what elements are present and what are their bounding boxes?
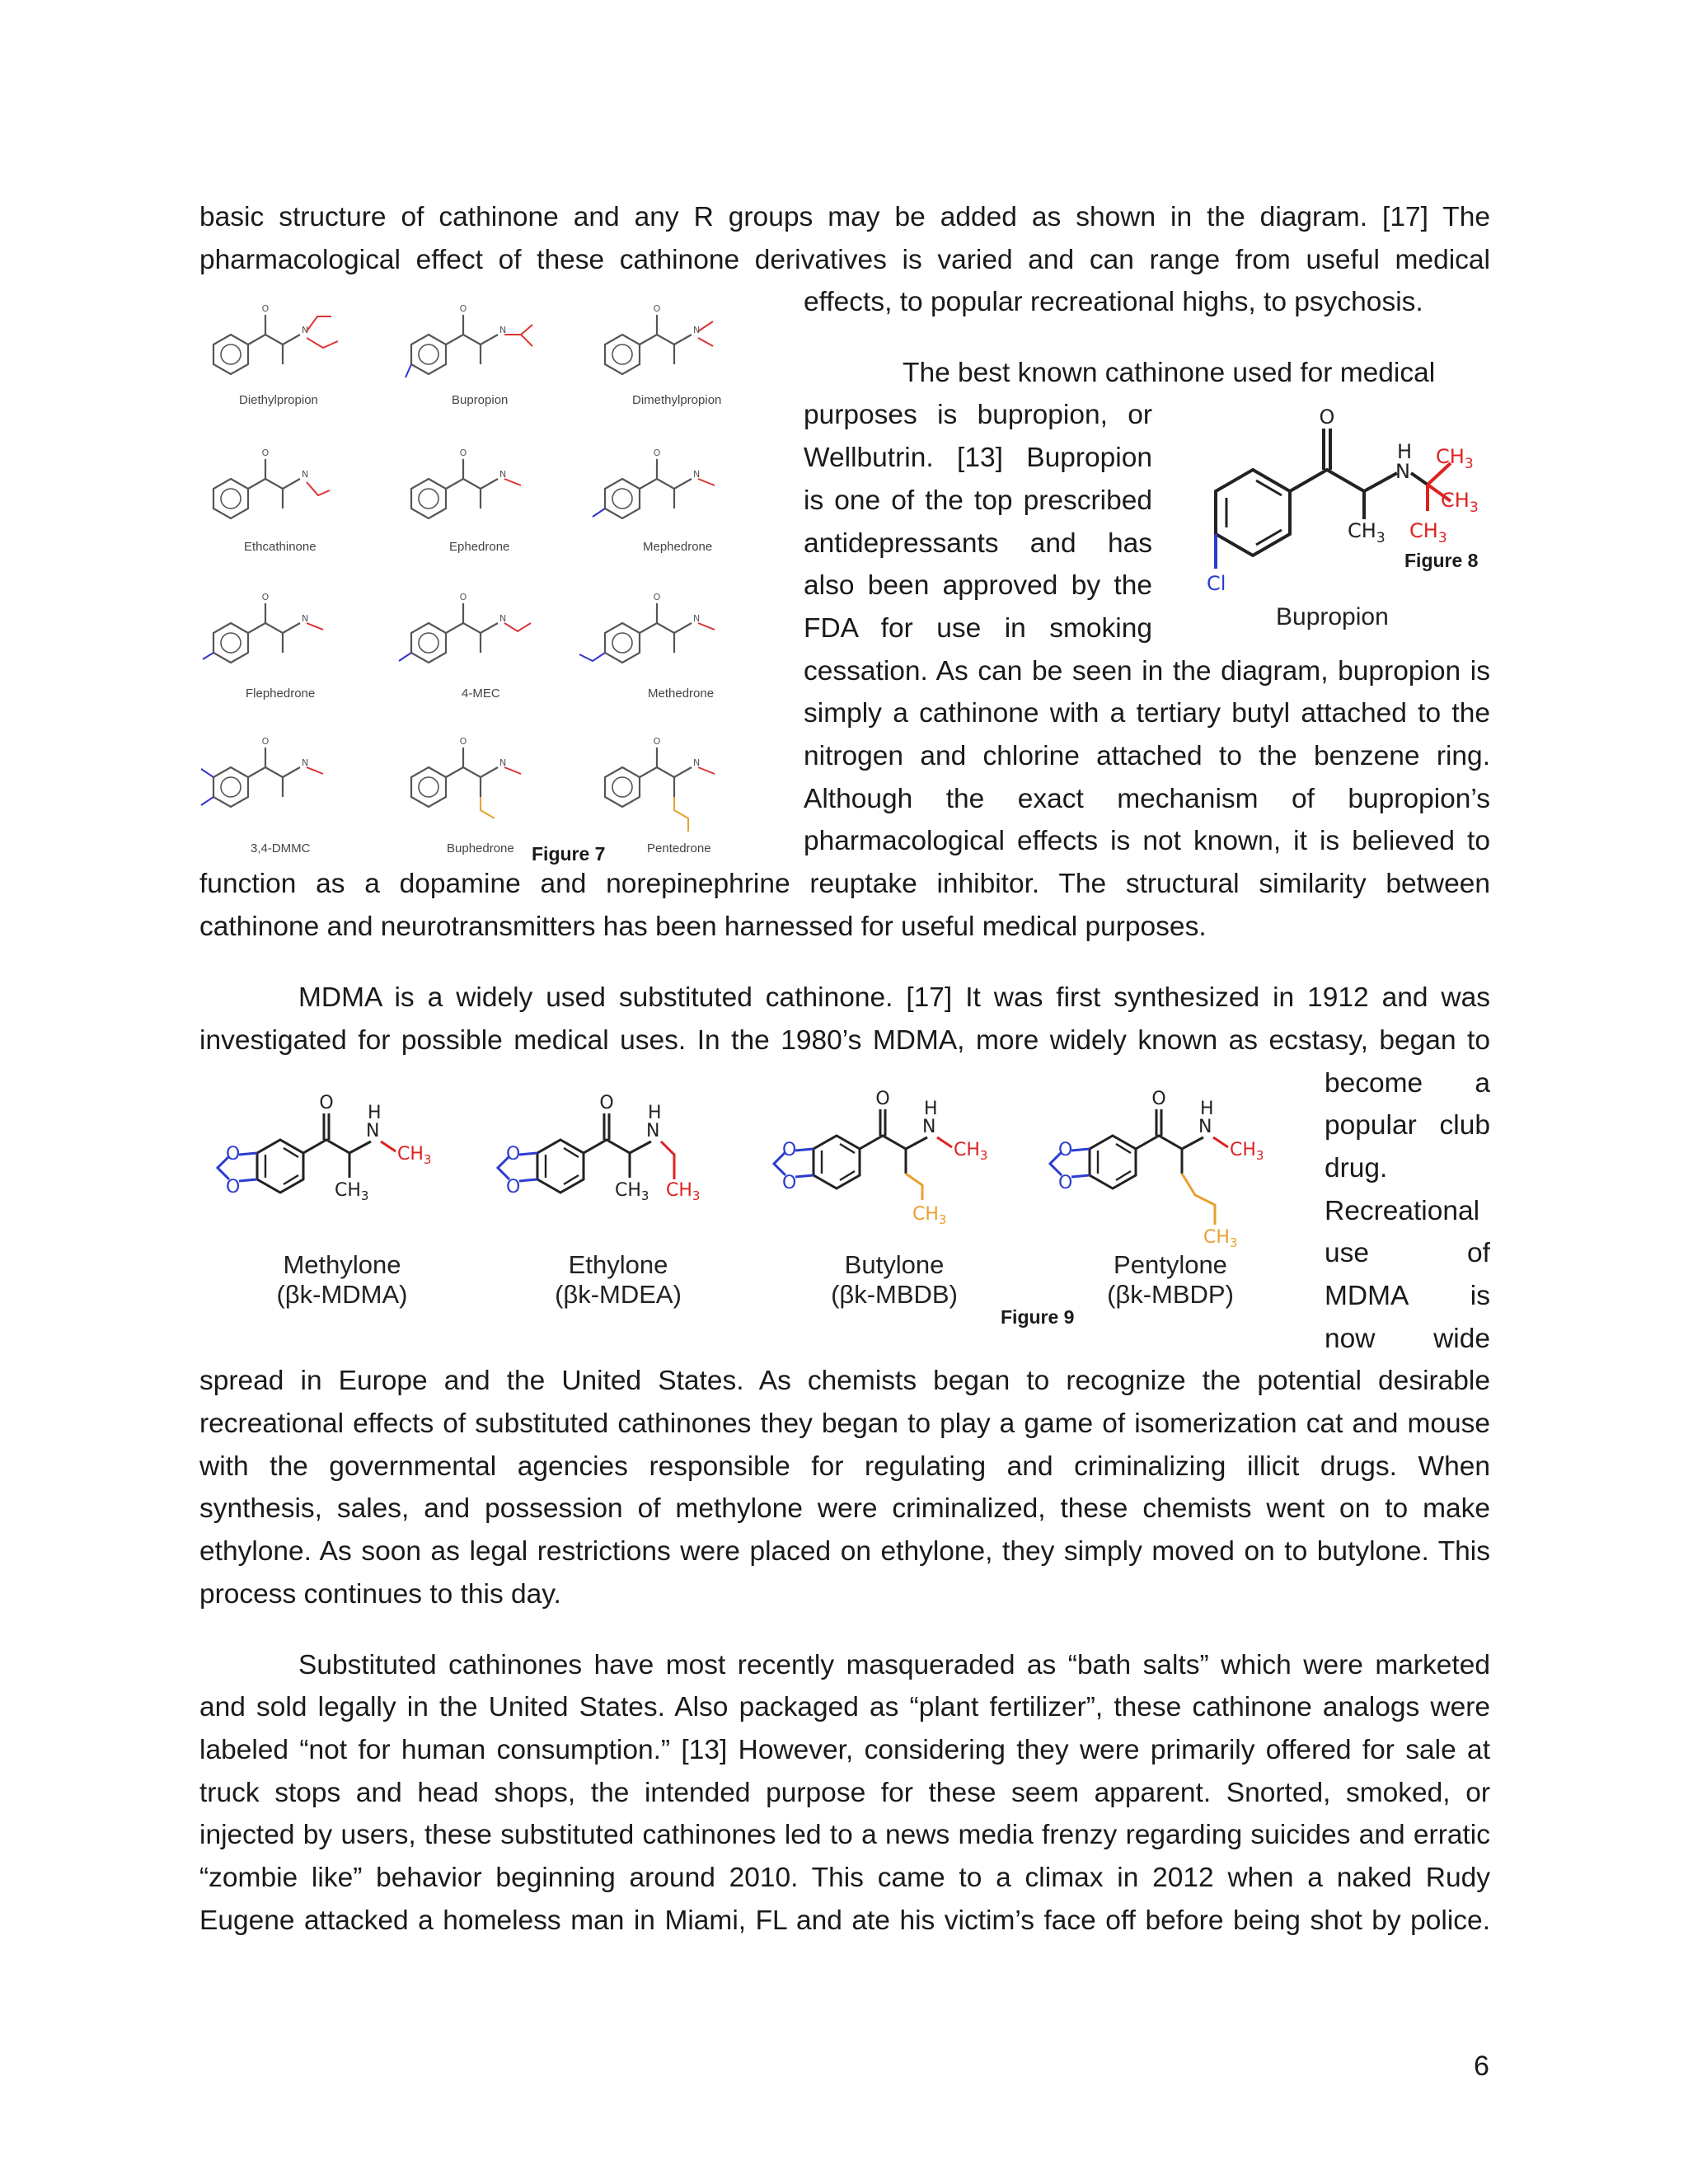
body-text-line: basic structure of cathinone and any R groups may be added as shown in the diagram. [17] The: [199, 202, 1490, 232]
svg-text:O: O: [1319, 405, 1335, 429]
figure-8-caption: Figure 8: [1404, 550, 1479, 571]
body-text-line: also been approved by the: [804, 570, 1152, 601]
body-text-line: with the governmental agencies responsible for regulating and criminalizing illicit drugs. When: [199, 1451, 1490, 1482]
body-text-line: Wellbutrin. [13] Bupropion: [804, 443, 1152, 473]
body-text-line: The best known cathinone used for medical: [903, 358, 1436, 388]
svg-text:N: N: [1395, 460, 1410, 483]
body-text-line: spread in Europe and the United States. As chemists began to recognize the potential desirable: [199, 1366, 1490, 1396]
figure-9-caption: Figure 9: [1001, 1306, 1075, 1328]
figure-7-label: Bupropion: [452, 393, 509, 407]
body-text-line: antidepressants and has: [804, 528, 1152, 559]
compound-name: Ethylone: [568, 1250, 668, 1279]
figure-8-label: Bupropion: [1276, 603, 1389, 630]
figure-9-compound-label: [1088, 1250, 1253, 1310]
body-text-line: truck stops and head shops, the intended purpose for these seem apparent. Snorted, smoked, or: [199, 1778, 1490, 1808]
svg-text:CH3: $CH_3$: [666, 1180, 701, 1203]
figure-7-label: Buphedrone: [447, 841, 514, 855]
figure-7-label: Dimethylpropion: [632, 393, 722, 407]
compound-name: Methylone: [283, 1250, 401, 1279]
body-text-line: Substituted cathinones have most recently masqueraded as “bath salts” which were marketed: [298, 1650, 1490, 1680]
figure-9-substituted-cathinones: [202, 1067, 1311, 1327]
body-text-line: is one of the top prescribed: [804, 485, 1152, 516]
body-text-line: FDA for use in smoking: [804, 613, 1152, 644]
svg-text:CH3: $CH_3$: [1348, 519, 1386, 546]
figure-9-compound-label: [536, 1250, 701, 1310]
svg-text:CH3: $CH_3$: [1436, 445, 1474, 472]
figure-7-cathinone-derivatives: [198, 280, 775, 865]
body-text-line: nitrogen and chlorine attached to the benzene ring.: [804, 741, 1490, 771]
body-text-line: use of: [1325, 1238, 1490, 1268]
figure-7-label: Methedrone: [648, 687, 715, 701]
svg-text:Cl: Cl: [1207, 572, 1226, 595]
body-text-line: pharmacological effect of these cathinone derivatives is varied and can range from useful medical: [199, 245, 1490, 275]
body-text-line: labeled “not for human consumption.” [13] However, considering they were primarily offered for sale at: [199, 1735, 1490, 1765]
figure-7-label: Flephedrone: [246, 687, 316, 701]
body-text-line: Although the exact mechanism of bupropion’s: [804, 784, 1490, 814]
figure-7-label: 3,4-DMMC: [251, 841, 311, 855]
body-text-line: process continues to this day.: [199, 1579, 561, 1610]
svg-text:CH3: $CH_3$: [1203, 1227, 1238, 1250]
body-text-line: ethylone. As soon as legal restrictions were placed on ethylone, they simply moved on to butylone. This: [199, 1536, 1490, 1567]
body-text-line: and sold legally in the United States. Also packaged as “plant fertilizer”, these cathinone analogs were: [199, 1692, 1490, 1722]
svg-text:CH3: $CH_3$: [615, 1180, 649, 1203]
figure-7-label: Diethylpropion: [239, 393, 318, 407]
svg-text:H: H: [1397, 440, 1413, 463]
body-text-line: purposes is bupropion, or: [804, 400, 1152, 430]
body-text-line: cessation. As can be seen in the diagram, bupropion is: [804, 656, 1490, 687]
figure-9-compound-label: [260, 1250, 424, 1310]
body-text-line: MDMA is: [1325, 1281, 1490, 1311]
body-text-line: synthesis, sales, and possession of methylone were criminalized, these chemists went on to make: [199, 1493, 1490, 1524]
body-text-line: simply a cathinone with a tertiary butyl attached to the: [804, 698, 1490, 729]
body-text-line: “zombie like” behavior beginning around 2010. This came to a climax in 2012 when a naked Rudy: [199, 1863, 1490, 1893]
body-text-line: popular club: [1325, 1110, 1490, 1141]
body-text-line: function as a dopamine and norepinephrine reuptake inhibitor. The structural similarity between: [199, 869, 1490, 899]
figure-7-label: 4-MEC: [462, 687, 500, 701]
svg-text:CH3: $CH_3$: [335, 1180, 369, 1203]
figure-8-bupropion: [1170, 404, 1492, 643]
body-text-line: pharmacological effects is not known, it is believed to: [804, 826, 1490, 856]
figure-7-label: Mephedrone: [643, 540, 713, 554]
compound-name: Butylone: [844, 1250, 945, 1279]
svg-text:CH3: $CH_3$: [397, 1144, 432, 1167]
page-number: 6: [1474, 2050, 1489, 2082]
compound-alias: (βk-MDMA): [276, 1280, 408, 1309]
figure-7-label: Ethcathinone: [244, 540, 316, 554]
body-text-line: drug.: [1325, 1153, 1388, 1183]
body-text-line: MDMA is a widely used substituted cathinone. [17] It was first synthesized in 1912 and was: [298, 982, 1490, 1013]
compound-alias: (βk-MBDP): [1107, 1280, 1234, 1309]
body-text-line: recreational effects of substituted cathinones they began to play a game of isomerization cat and mouse: [199, 1408, 1490, 1439]
figure-9-compound-label: [812, 1250, 977, 1310]
figure-7-label: Ephedrone: [449, 540, 510, 554]
svg-text:CH3: $CH_3$: [1230, 1140, 1264, 1163]
svg-text:CH3: $CH_3$: [912, 1204, 947, 1227]
figure-7-caption: Figure 7: [532, 843, 606, 865]
body-text-line: effects, to popular recreational highs, to psychosis.: [804, 287, 1423, 317]
body-text-line: Recreational: [1325, 1196, 1480, 1226]
figure-7-label: Pentedrone: [647, 841, 711, 855]
svg-text:CH3: $CH_3$: [954, 1140, 988, 1163]
compound-alias: (βk-MBDB): [831, 1280, 958, 1309]
body-text-line: now wide: [1325, 1324, 1490, 1354]
body-text-line: become a: [1325, 1068, 1490, 1099]
compound-name: Pentylone: [1114, 1250, 1227, 1279]
body-text-line: investigated for possible medical uses. In the 1980’s MDMA, more widely known as ecstasy, began to: [199, 1025, 1490, 1056]
figure-7-structures: [198, 280, 775, 865]
compound-alias: (βk-MDEA): [555, 1280, 682, 1309]
svg-text:CH3: $CH_3$: [1409, 519, 1447, 546]
body-text-line: injected by users, these substituted cathinones led to a news media frenzy regarding suicides and erratic: [199, 1820, 1490, 1850]
svg-text:CH3: $CH_3$: [1441, 489, 1479, 516]
body-text-line: Eugene attacked a homeless man in Miami, FL and ate his victim’s face off before being shot by police.: [199, 1905, 1490, 1936]
body-text-line: cathinone and neurotransmitters has been harnessed for useful medical purposes.: [199, 912, 1207, 942]
